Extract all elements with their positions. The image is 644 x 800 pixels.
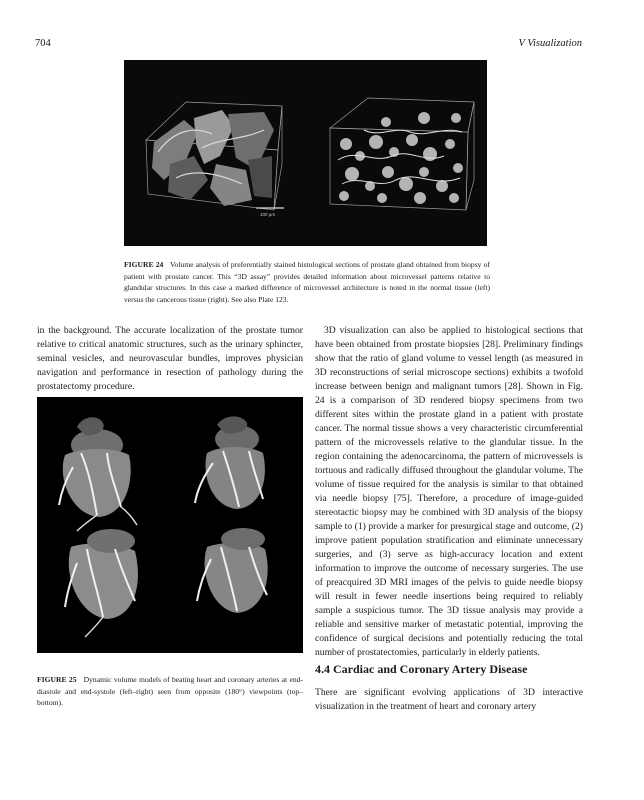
section-heading: 4.4 Cardiac and Coronary Artery Disease bbox=[315, 662, 528, 676]
section-paragraph: There are significant evolving applications of 3D interactive visualization in the treatment of heart and coronary artery bbox=[315, 687, 583, 712]
left-paragraph: in the background. The accurate localization of the prostate tumor relative to critical anatomic structures, such as the urinary sphincter, seminal vesicles, and neurovascular bundles, improves physician navigation and performance in resection of pathology during the prostatectomy procedure. bbox=[37, 325, 303, 392]
figure-25-image bbox=[37, 397, 303, 653]
scale-bar-label: 100 μm bbox=[260, 212, 276, 217]
figure-24-image bbox=[124, 60, 487, 246]
figure-24-caption-text: Volume analysis of preferentially stained histological sections of prostate gland obtained from biopsy of patient with prostate cancer. This “3D assay” provides detailed information about microvessel patterns relative to glandular structures. In this case a marked difference of microvessel architecture is noted in the normal tissue (left) versus the cancerous tissue (right). See also Plate 123. bbox=[124, 260, 491, 304]
figure-24-caption bbox=[124, 259, 490, 305]
right-column-text bbox=[315, 324, 583, 660]
figure-25-caption-text: Dynamic volume models of beating heart and coronary arteries at end-diastole and end-systole (left–right) seen from opposite (180°) viewpoints (top–bottom). bbox=[37, 675, 303, 707]
right-paragraph: 3D visualization can also be applied to histological sections that have been obtained from prostate biopsies [28]. Preliminary findings show that the ratio of gland volume to vessel length (as measured in 3D reconstructions of serial microscope sections) exhibits a twofold increase between benign and malignant tumors [28]. Shown in Fig. 24 is a comparison of 3D rendered biopsy specimens from two different sites within the prostate gland in a patient with prostate cancer. The normal tissue shows a very characteristic circumferential pattern of the microvessels relative to the glandular tissue. In the region containing the adenocarcinoma, the pattern of microvessels is tortuous and radically diffused throughout the glandular volume. The volume of tissue required for the analysis is similar to that obtained via needle biopsy [75]. Therefore, a procedure of image-guided stereotactic biopsy may be combined with 3D analysis of the biopsy sample to (1) provide a marker for presurgical stage and outcome, (2) improve patient population stratification and eliminate unnecessary surgeries, and (3) serve as high-accuracy location and extent information to improve the outcome of necessary surgeries. The use of preacquired 3D MRI images of the pelvis to guide needle biopsy will result in fewer needle insertions being required to reliably sample a suspicious tumor. The 3D tissue analysis may provide a reliable and sensitive marker of metastatic potential, improving the confidence of surgical decisions and potentially reducing the total number of prostatectomies, particularly in elderly patients. bbox=[315, 325, 583, 658]
section-text bbox=[315, 686, 583, 714]
left-column-text bbox=[37, 324, 303, 394]
running-header: V Visualization bbox=[518, 38, 582, 49]
figure-25-label: FIGURE 25 bbox=[37, 675, 77, 684]
page-number: 704 bbox=[35, 38, 51, 49]
figure-25-caption bbox=[37, 674, 303, 709]
figure-24-label: FIGURE 24 bbox=[124, 260, 164, 269]
